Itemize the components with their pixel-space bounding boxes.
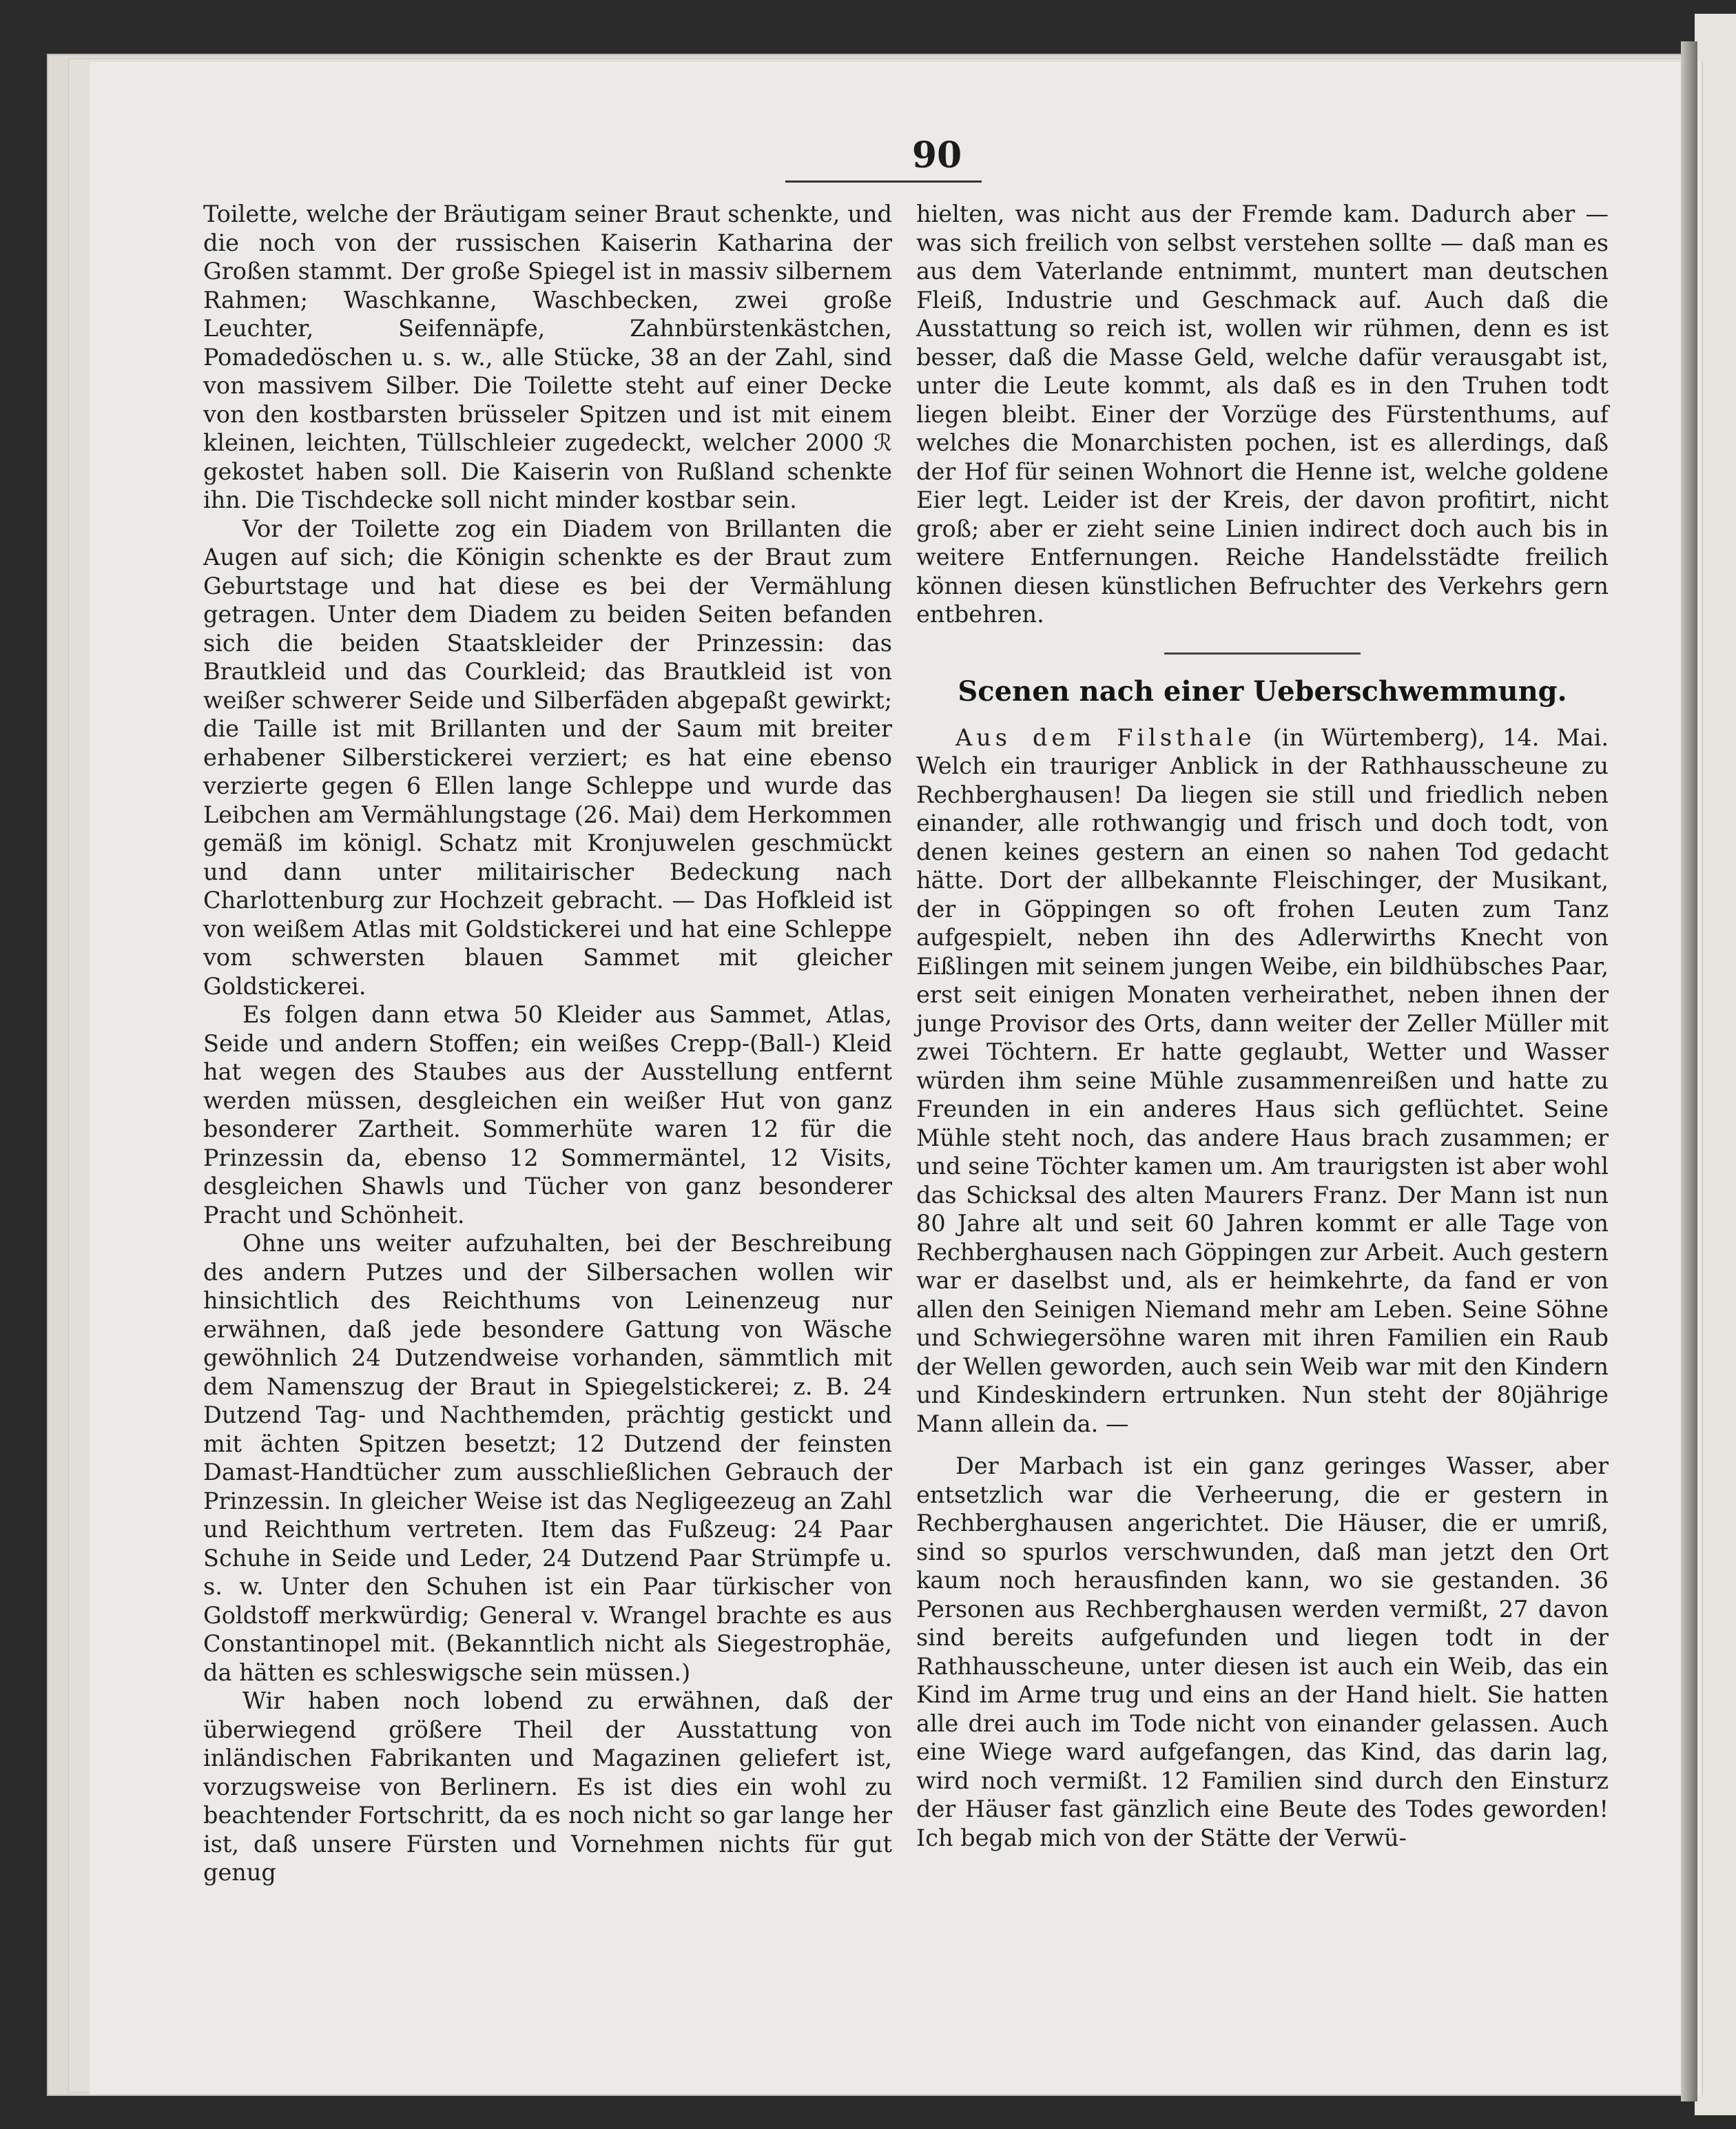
paragraph: Toilette, welche der Bräutigam seiner Braut schenkte, und die noch von der russischen Kaiserin Katharina der Großen stammt. Der große Spiegel ist in massiv silbernem Rahmen; Waschkanne, Waschbecken, zwei große Leuchter, Seifennäpfe, Zahnbürstenkästchen, Pomadedöschen u. s. w., alle Stücke, 38 an der Zahl, sind von massivem Silber. Die Toilette steht auf einer Decke von den kostbarsten brüsseler Spitzen und ist mit einem kleinen, leichten, Tüllschleier zugedeckt, welcher 2000 ℛ gekostet haben soll. Die Kaiserin von Rußland schenkte ihn. Die Tischdecke soll nicht minder kostbar sein. bbox=[203, 200, 892, 513]
header-rule bbox=[785, 181, 982, 183]
paragraph: Ohne uns weiter aufzuhalten, bei der Beschreibung des andern Putzes und der Silbersachen wollen wir hinsichtlich des Reichthums von Leinenzeug nur erwähnen, daß jede besondere Gattung von Wäsche gewöhnlich 24 Dutzendweise vorhanden, sämmtlich mit dem Namenszug der Braut in Spiegelstickerei; z. B. 24 Dutzend Tag- und Nachthemden, prächtig gestickt und mit ächten Spitzen besetzt; 12 Dutzend der feinsten Damast-Handtücher zum ausschließlichen Gebrauch der Prinzessin. In gleicher Weise ist das Negligeezeug an Zahl und Reichthum vertreten. Item das Fußzeug: 24 Paar Schuhe in Seide und Leder, 24 Dutzend Paar Strümpfe u. s. w. Unter den Schuhen ist ein Paar türkischer von Goldstoff merkwürdig; General v. Wrangel brachte es aus Constantinopel mit. (Bekanntlich nicht als Siegestrophäe, da hätten es schleswigsche sein müssen.) bbox=[203, 1230, 892, 1686]
paragraph: Der Marbach ist ein ganz geringes Wasser, aber entsetzlich war die Verheerung, die er gestern in Rechberghausen angerichtet. Die Häuser, die er umriß, sind so spurlos verschwunden, daß man jetzt den Ort kaum noch herausfinden kann, wo sie gestanden. 36 Personen aus Rechberghausen werden vermißt, 27 davon sind bereits aufgefunden und liegen todt in der Rathhausscheune, unter diesen ist auch ein Weib, das ein Kind im Arme trug und eins an der Hand hielt. Sie hatten alle drei auch im Tode nicht von einander gelassen. Auch eine Wiege ward aufgefangen, das Kind, das darin lag, wird noch vermißt. 12 Familien sind durch den Einsturz der Häuser fast gänzlich eine Beute des Todes geworden! Ich begab mich von der Stätte der Verwü- bbox=[916, 1452, 1609, 1851]
book-gutter bbox=[1681, 41, 1697, 2101]
paragraph: Es folgen dann etwa 50 Kleider aus Sammet, Atlas, Seide und andern Stoffen; ein weißes Crepp-(Ball-) Kleid hat wegen des Staubes aus der Ausstellung entfernt werden müssen, desgleichen ein weißer Hut von ganz besonderer Zartheit. Sommerhüte waren 12 für die Prinzessin da, ebenso 12 Sommermäntel, 12 Visits, desgleichen Shawls und Tücher von ganz besonderer Pracht und Schönheit. bbox=[203, 1001, 892, 1228]
dateline: Aus dem Filsthale bbox=[955, 723, 1256, 751]
paragraph-text: (in Würtemberg), 14. Mai. Welch ein trauriger Anblick in der Rathhausscheune zu Rechberghausen! Da liegen sie still und friedlich neben einander, alle rothwangig und frisch und doch todt, von denen keines gestern an einen so nahen Tod gedacht hätte. Dort der allbekannte Fleischinger, der Musikant, der in Göppingen so oft frohen Leuten zum Tanz aufgespielt, neben ihn des Adlerwirths Knecht von Eißlingen mit seinem jungen Weibe, ein bildhübsches Paar, erst seit einigen Monaten verheirathet, neben ihnen der junge Provisor des Orts, dann weiter der Zeller Müller mit zwei Töchtern. Er hatte geglaubt, Wetter und Wasser würden ihm seine Mühle zusammenreißen und hatte zu Freunden in ein anderes Haus sich geflüchtet. Seine Mühle steht noch, das andere Haus brach zusammen; er und seine Töchter kamen um. Am traurigsten ist aber wohl das Schicksal des alten Maurers Franz. Der Mann ist nun 80 Jahre alt und seit 60 Jahren kommt er alle Tage von Rechberghausen nach Göppingen zur Arbeit. Auch gestern war er daselbst und, als er heimkehrte, da fand er von allen den Seinigen Niemand mehr am Leben. Seine Söhne und Schwiegersöhne waren mit ihren Familien ein Raub der Wellen geworden, auch sein Weib war mit den Kindern und Kindeskindern ertrunken. Nun steht der 80jährige Mann allein da. — bbox=[916, 723, 1609, 1437]
section-divider bbox=[1164, 652, 1361, 655]
left-column bbox=[203, 200, 892, 1887]
paragraph: Wir haben noch lobend zu erwähnen, daß der überwiegend größere Theil der Ausstattung von inländischen Fabrikanten und Magazinen geliefert ist, vorzugsweise von Berlinern. Es ist dies ein wohl zu beachtender Fortschritt, da es noch nicht so gar lange her ist, daß unsere Fürsten und Vornehmen nichts für gut genug bbox=[203, 1687, 892, 1886]
right-column bbox=[916, 200, 1609, 1852]
page-number: 90 bbox=[911, 134, 962, 176]
paragraph bbox=[916, 723, 1609, 1439]
paragraph: hielten, was nicht aus der Fremde kam. Dadurch aber — was sich freilich von selbst verstehen sollte — daß man es aus dem Vaterlande entnimmt, muntert man deutschen Fleiß, Industrie und Geschmack auf. Auch daß die Ausstattung so reich ist, wollen wir rühmen, denn es ist besser, daß die Masse Geld, welche dafür verausgabt ist, unter die Leute kommt, als daß es in den Truhen todt liegen bleibt. Einer der Vorzüge des Fürstenthums, auf welches die Monarchisten pochen, ist es allerdings, daß der Hof für seinen Wohnort die Henne ist, welche goldene Eier legt. Leider ist der Kreis, der davon profitirt, nicht groß; aber er zieht seine Linien indirect doch auch bis in weitere Entfernungen. Reiche Handelsstädte freilich können diesen künstlichen Befruchter des Verkehrs gern entbehren. bbox=[916, 200, 1609, 628]
article-heading: Scenen nach einer Ueberschwemmung. bbox=[958, 675, 1567, 708]
paragraph: Vor der Toilette zog ein Diadem von Brillanten die Augen auf sich; die Königin schenkte es der Braut zum Geburtstage und hat diese es bei der Vermählung getragen. Unter dem Diadem zu beiden Seiten befanden sich die beiden Staatskleider der Prinzessin: das Brautkleid und das Courkleid; das Brautkleid ist von weißer schwerer Seide und Silberfäden abgepaßt gewirkt; die Taille ist mit Brillanten und der Saum mit breiter erhabener Silberstickerei verziert; es hat eine ebenso verzierte gegen 6 Ellen lange Schleppe und wurde das Leibchen am Vermählungstage (26. Mai) dem Herkommen gemäß im königl. Schatz mit Kronjuwelen geschmückt und dann unter militairischer Bedeckung nach Charlottenburg zur Hochzeit gebracht. — Das Hofkleid ist von weißem Atlas mit Goldstickerei und hat eine Schleppe vom schwersten blauen Sammet mit gleicher Goldstickerei. bbox=[203, 515, 892, 1000]
